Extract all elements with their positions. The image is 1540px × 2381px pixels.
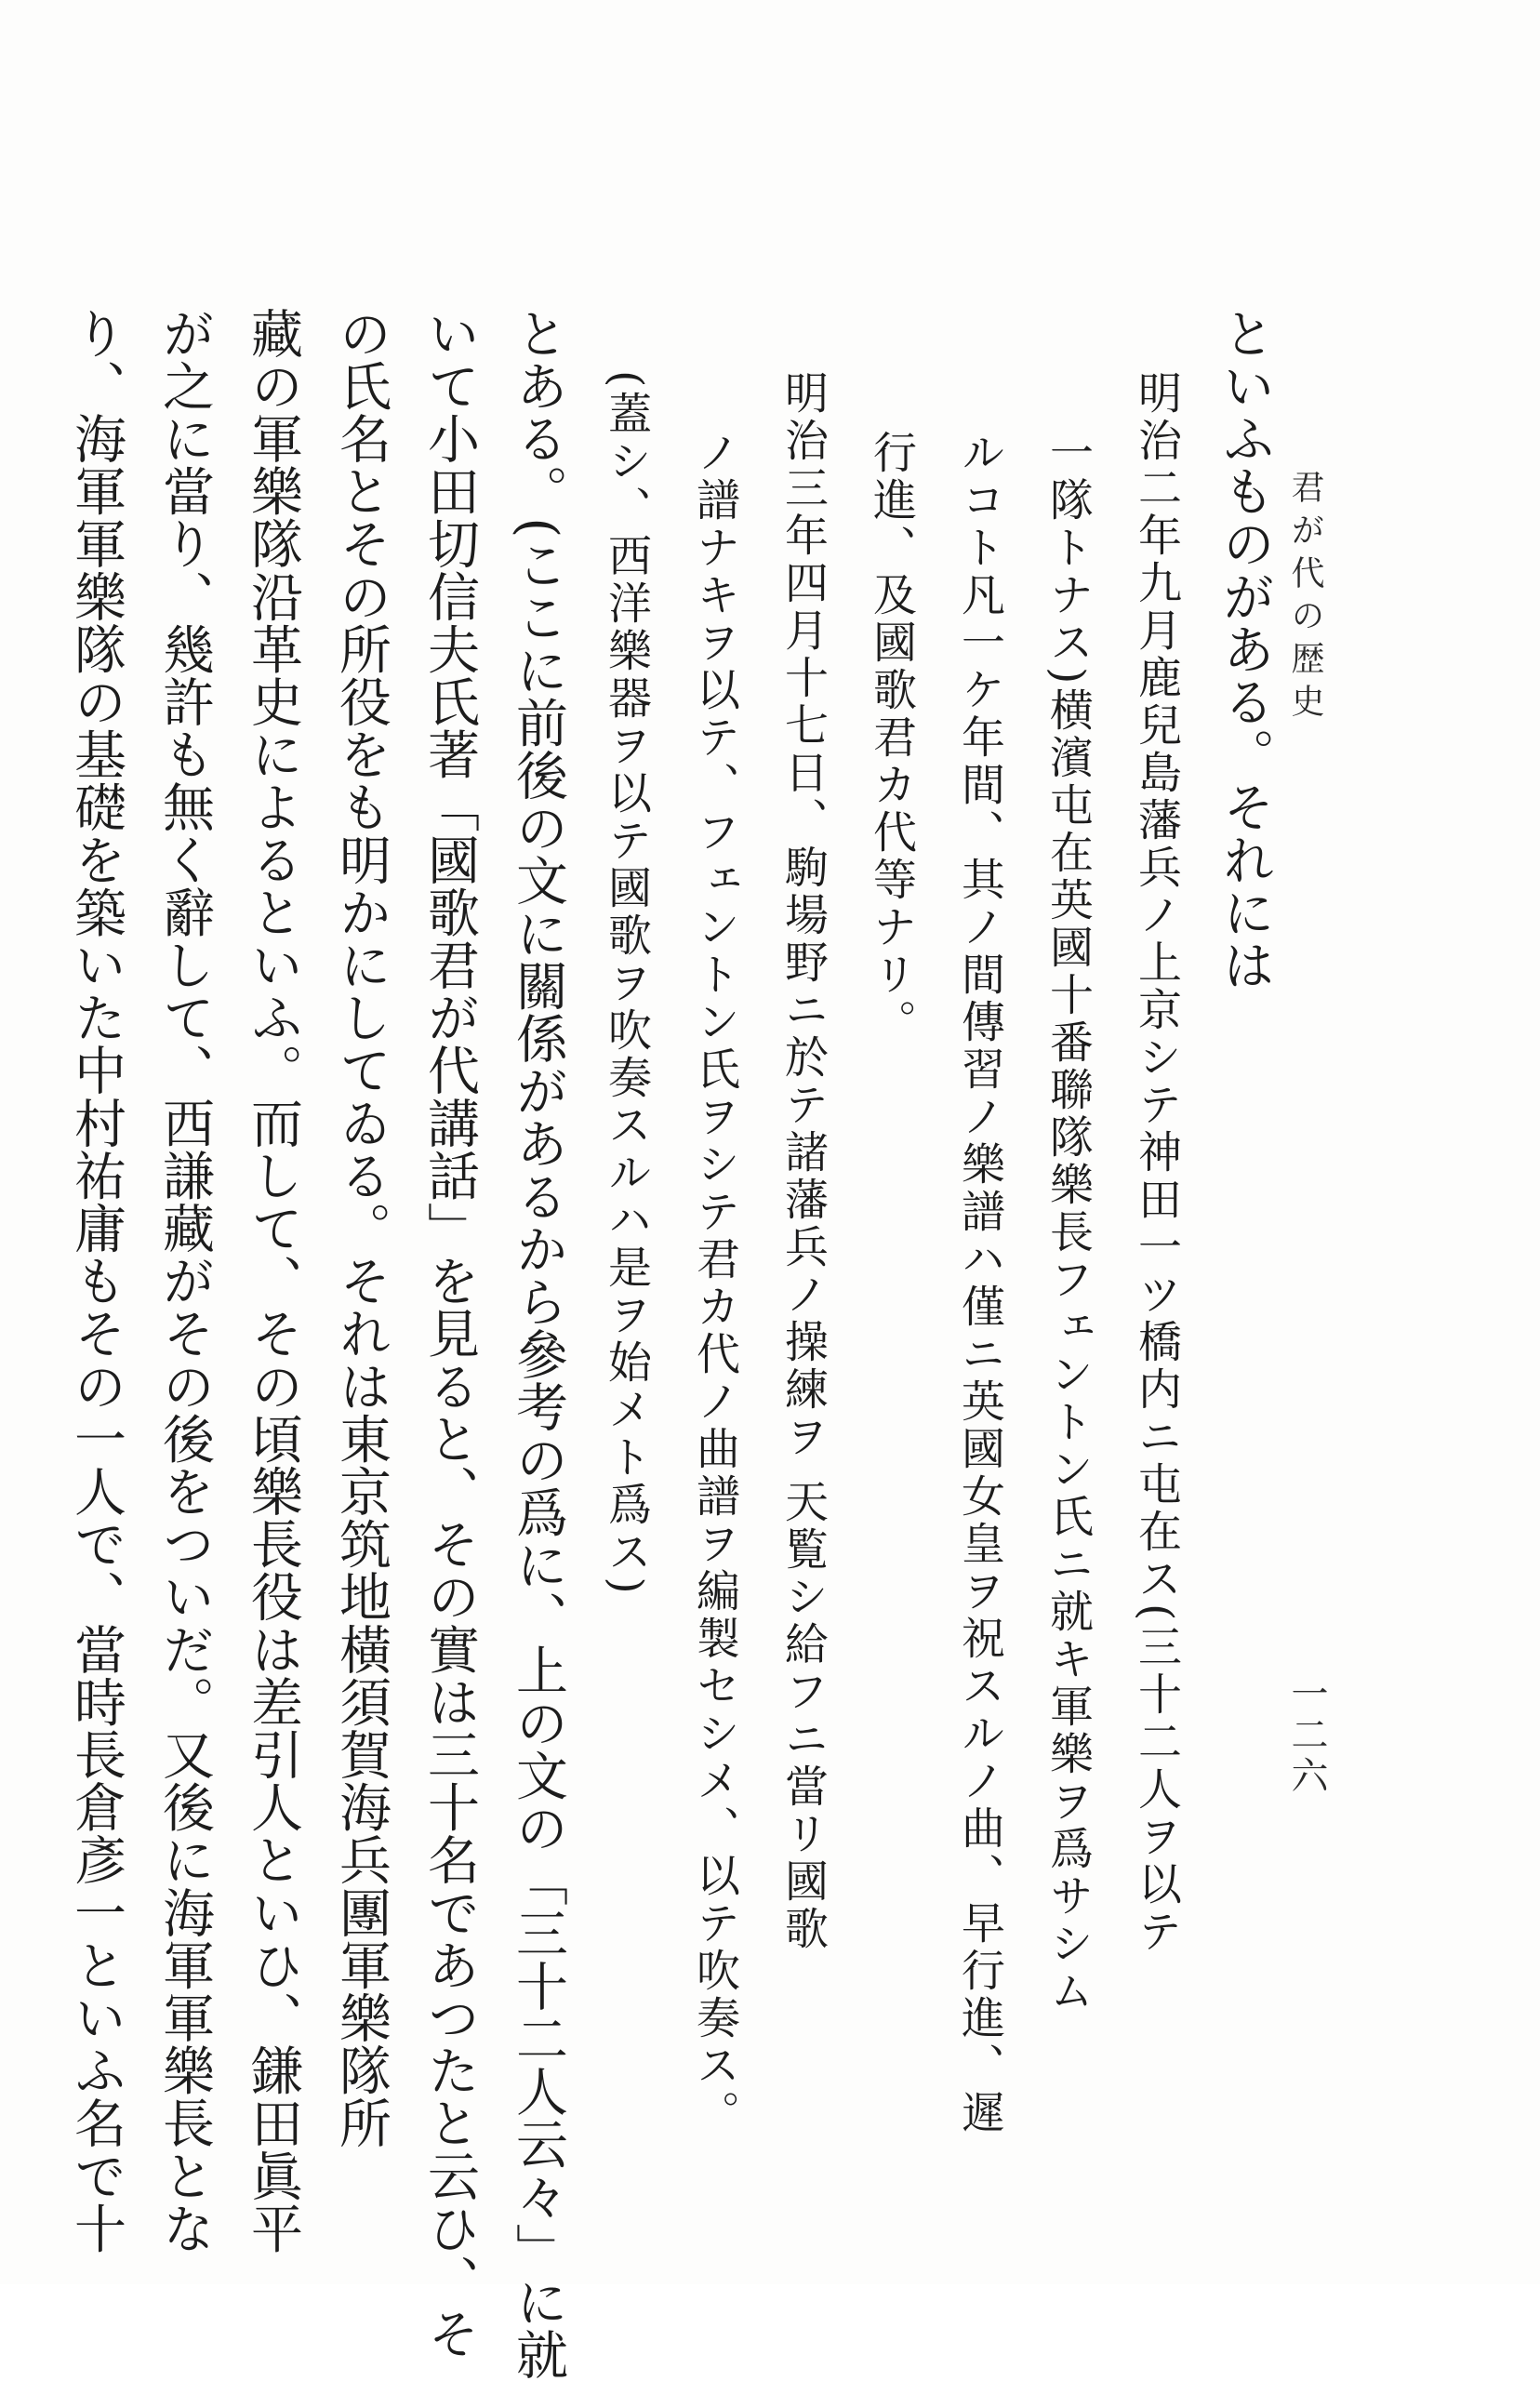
quote-line: 行進、及國歌君カ代等ナリ。 — [866, 430, 917, 1046]
quote-line: 明治二年九月鹿兒島藩兵ノ上京シテ神田一ツ橋内ニ屯在ス(三十二人ヲ以テ — [1131, 370, 1182, 1957]
page-number: 一二六 — [1285, 1674, 1328, 1797]
text-line: 藏の軍樂隊沿革史によるといふ。而して、その頃樂長役は差引人といひ、鎌田眞平 — [243, 307, 303, 2255]
quote-line: ノ譜ナキヲ以テ、フェントン氏ヲシテ君カ代ノ曲譜ヲ編製セシメ、以テ吹奏ス。 — [689, 430, 740, 2137]
quote-line: 一隊トナス)横濱屯在英國十番聯隊樂長フェントン氏ニ就キ軍樂ヲ爲サシム — [1042, 430, 1094, 2016]
quote-line: (蓋シ、西洋樂器ヲ以テ國歌ヲ吹奏スルハ是ヲ始メト爲ス) — [601, 370, 652, 1598]
text-line: が之に當り、幾許も無く辭して、西謙藏がその後をついだ。又後に海軍軍樂長とな — [154, 307, 215, 2255]
text-line: り、海軍軍樂隊の基礎を築いた中村祐庸もその一人で、當時長倉彥一といふ名で十 — [66, 307, 126, 2255]
text-line: の氏名とその所役をも明かにしてゐる。それは東京筑地橫須賀海兵團軍樂隊所 — [331, 307, 392, 2149]
text-line: とある。(ここに前後の文に關係があるから參考の爲に、上の文の「三十二人云々」に就 — [508, 307, 568, 2381]
running-title: 君が代の歴史 — [1286, 470, 1324, 726]
quote-line: ルコト凡一ケ年間、其ノ間傳習ノ樂譜ハ僅ニ英國女皇ヲ祝スルノ曲、早行進、遲 — [954, 430, 1005, 2137]
body-text — [52, 307, 1289, 2381]
text-line: といふものがある。それには — [1215, 307, 1275, 991]
quote-line: 明治三年四月十七日、駒場野ニ於テ諸藩兵ノ操練ヲ 天覧シ給フニ當リ國歌 — [777, 370, 829, 1953]
text-line: いて小田切信夫氏著「國歌君が代講話」を見ると、その實は三十名であつたと云ひ、そ — [419, 307, 480, 2361]
